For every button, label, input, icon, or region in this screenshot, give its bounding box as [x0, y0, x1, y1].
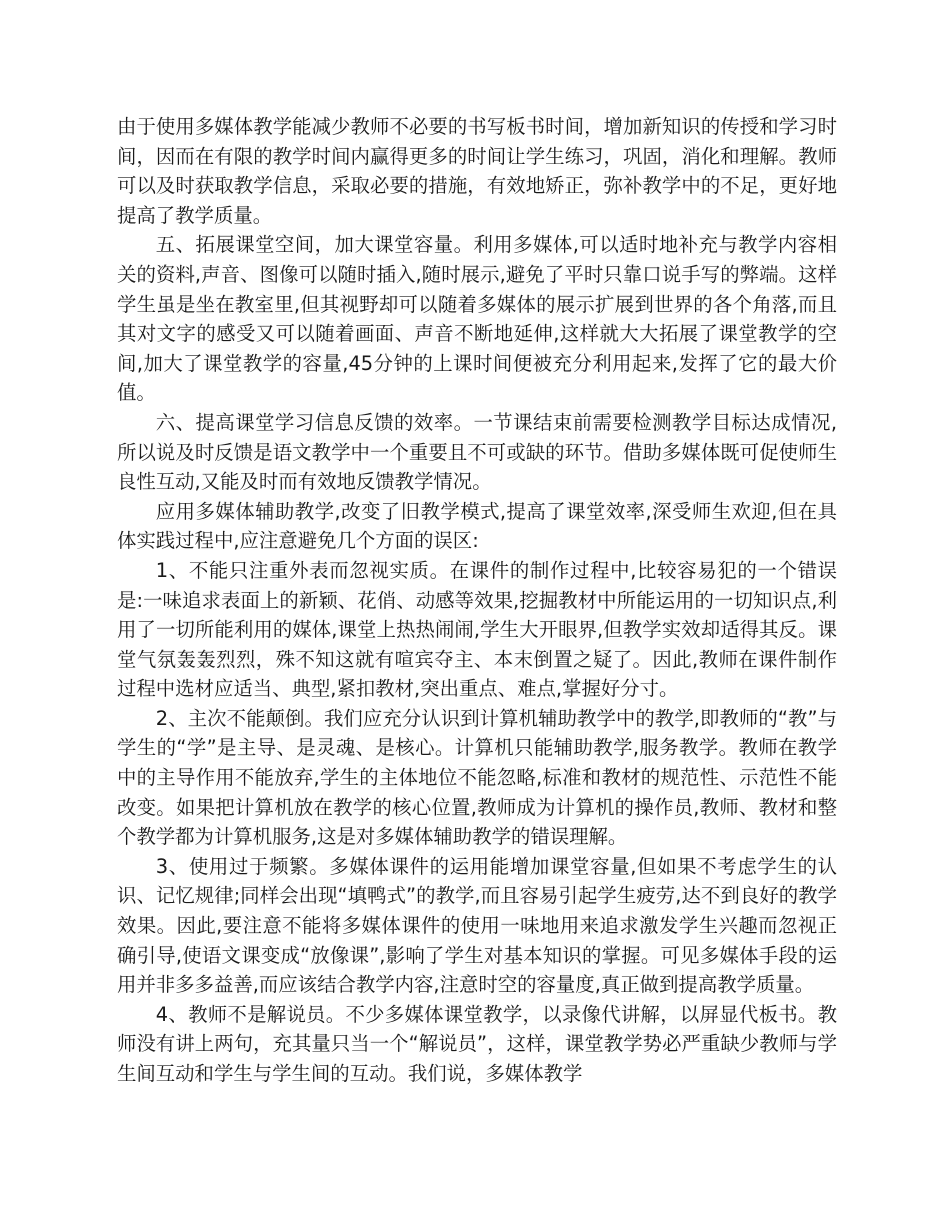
document-body: [117, 112, 837, 1089]
paragraph-section-6: 六、提高课堂学习信息反馈的效率。一节课结束前需要检测教学目标达成情况,所以说及时反馈是语文教学中一个重要且不可或缺的环节。借助多媒体既可促使师生良性互动,又能及时而有效地反馈教学情况。: [117, 410, 837, 494]
paragraph-item-3: 3、使用过于频繁。多媒体课件的运用能增加课堂容量,但如果不考虑学生的认识、记忆规律;同样会出现“填鸭式”的教学,而且容易引起学生疲劳,达不到良好的教学效果。因此,要注意不能将多媒体课件的使用一味地用来追求激发学生兴趣而忽视正确引导,使语文课变成“放像课”,影响了学生对基本知识的掌握。可见多媒体手段的运用并非多多益善,而应该结合教学内容,注意时空的容量度,真正做到提高教学质量。: [117, 854, 837, 997]
paragraph-item-4: 4、教师不是解说员。不少多媒体课堂教学，以录像代讲解，以屏显代板书。教师没有讲上两句，充其量只当一个“解说员”，这样，课堂教学势必严重缺少教师与学生间互动和学生与学生间的互动。我们说，多媒体教学: [117, 1002, 837, 1085]
paragraph-item-2: 2、主次不能颠倒。我们应充分认识到计算机辅助教学中的教学,即教师的“教”与学生的“学”是主导、是灵魂、是核心。计算机只能辅助教学,服务教学。教师在教学中的主导作用不能放弃,学生的主体地位不能忽略,标准和教材的规范性、示范性不能改变。如果把计算机放在教学的核心位置,教师成为计算机的操作员,教师、教材和整个教学都为计算机服务,这是对多媒体辅助教学的错误理解。: [117, 706, 837, 849]
paragraph-misconceptions-intro: 应用多媒体辅助教学,改变了旧教学模式,提高了课堂效率,深受师生欢迎,但在具体实践过程中,应注意避免几个方面的误区:: [117, 499, 837, 553]
paragraph-item-1: 1、不能只注重外表而忽视实质。在课件的制作过程中,比较容易犯的一个错误是:一味追求表面上的新颖、花俏、动感等效果,挖掘教材中所能运用的一切知识点,利用了一切所能利用的媒体,课堂上热热闹闹,学生大开眼界,但教学实效却适得其反。课堂气氛轰轰烈烈，殊不知这就有喧宾夺主、本末倒置之疑了。因此,教师在课件制作过程中选材应适当、典型,紧扣教材,突出重点、难点,掌握好分寸。: [117, 558, 837, 701]
paragraph-continuation: 由于使用多媒体教学能减少教师不必要的书写板书时间，增加新知识的传授和学习时间，因而在有限的教学时间内赢得更多的时间让学生练习，巩固，消化和理解。教师可以及时获取教学信息，采取必要的措施，有效地矫正，弥补教学中的不足，更好地提高了教学质量。: [117, 115, 837, 227]
paragraph-section-5: 五、拓展课堂空间，加大课堂容量。利用多媒体,可以适时地补充与教学内容相关的资料,声音、图像可以随时插入,随时展示,避免了平时只靠口说手写的弊端。这样学生虽是坐在教室里,但其视野却可以随着多媒体的展示扩展到世界的各个角落,而且其对文字的感受又可以随着画面、声音不断地延伸,这样就大大拓展了课堂教学的空间,加大了课堂教学的容量,45分钟的上课时间便被充分利用起来,发挥了它的最大价值。: [117, 233, 837, 405]
